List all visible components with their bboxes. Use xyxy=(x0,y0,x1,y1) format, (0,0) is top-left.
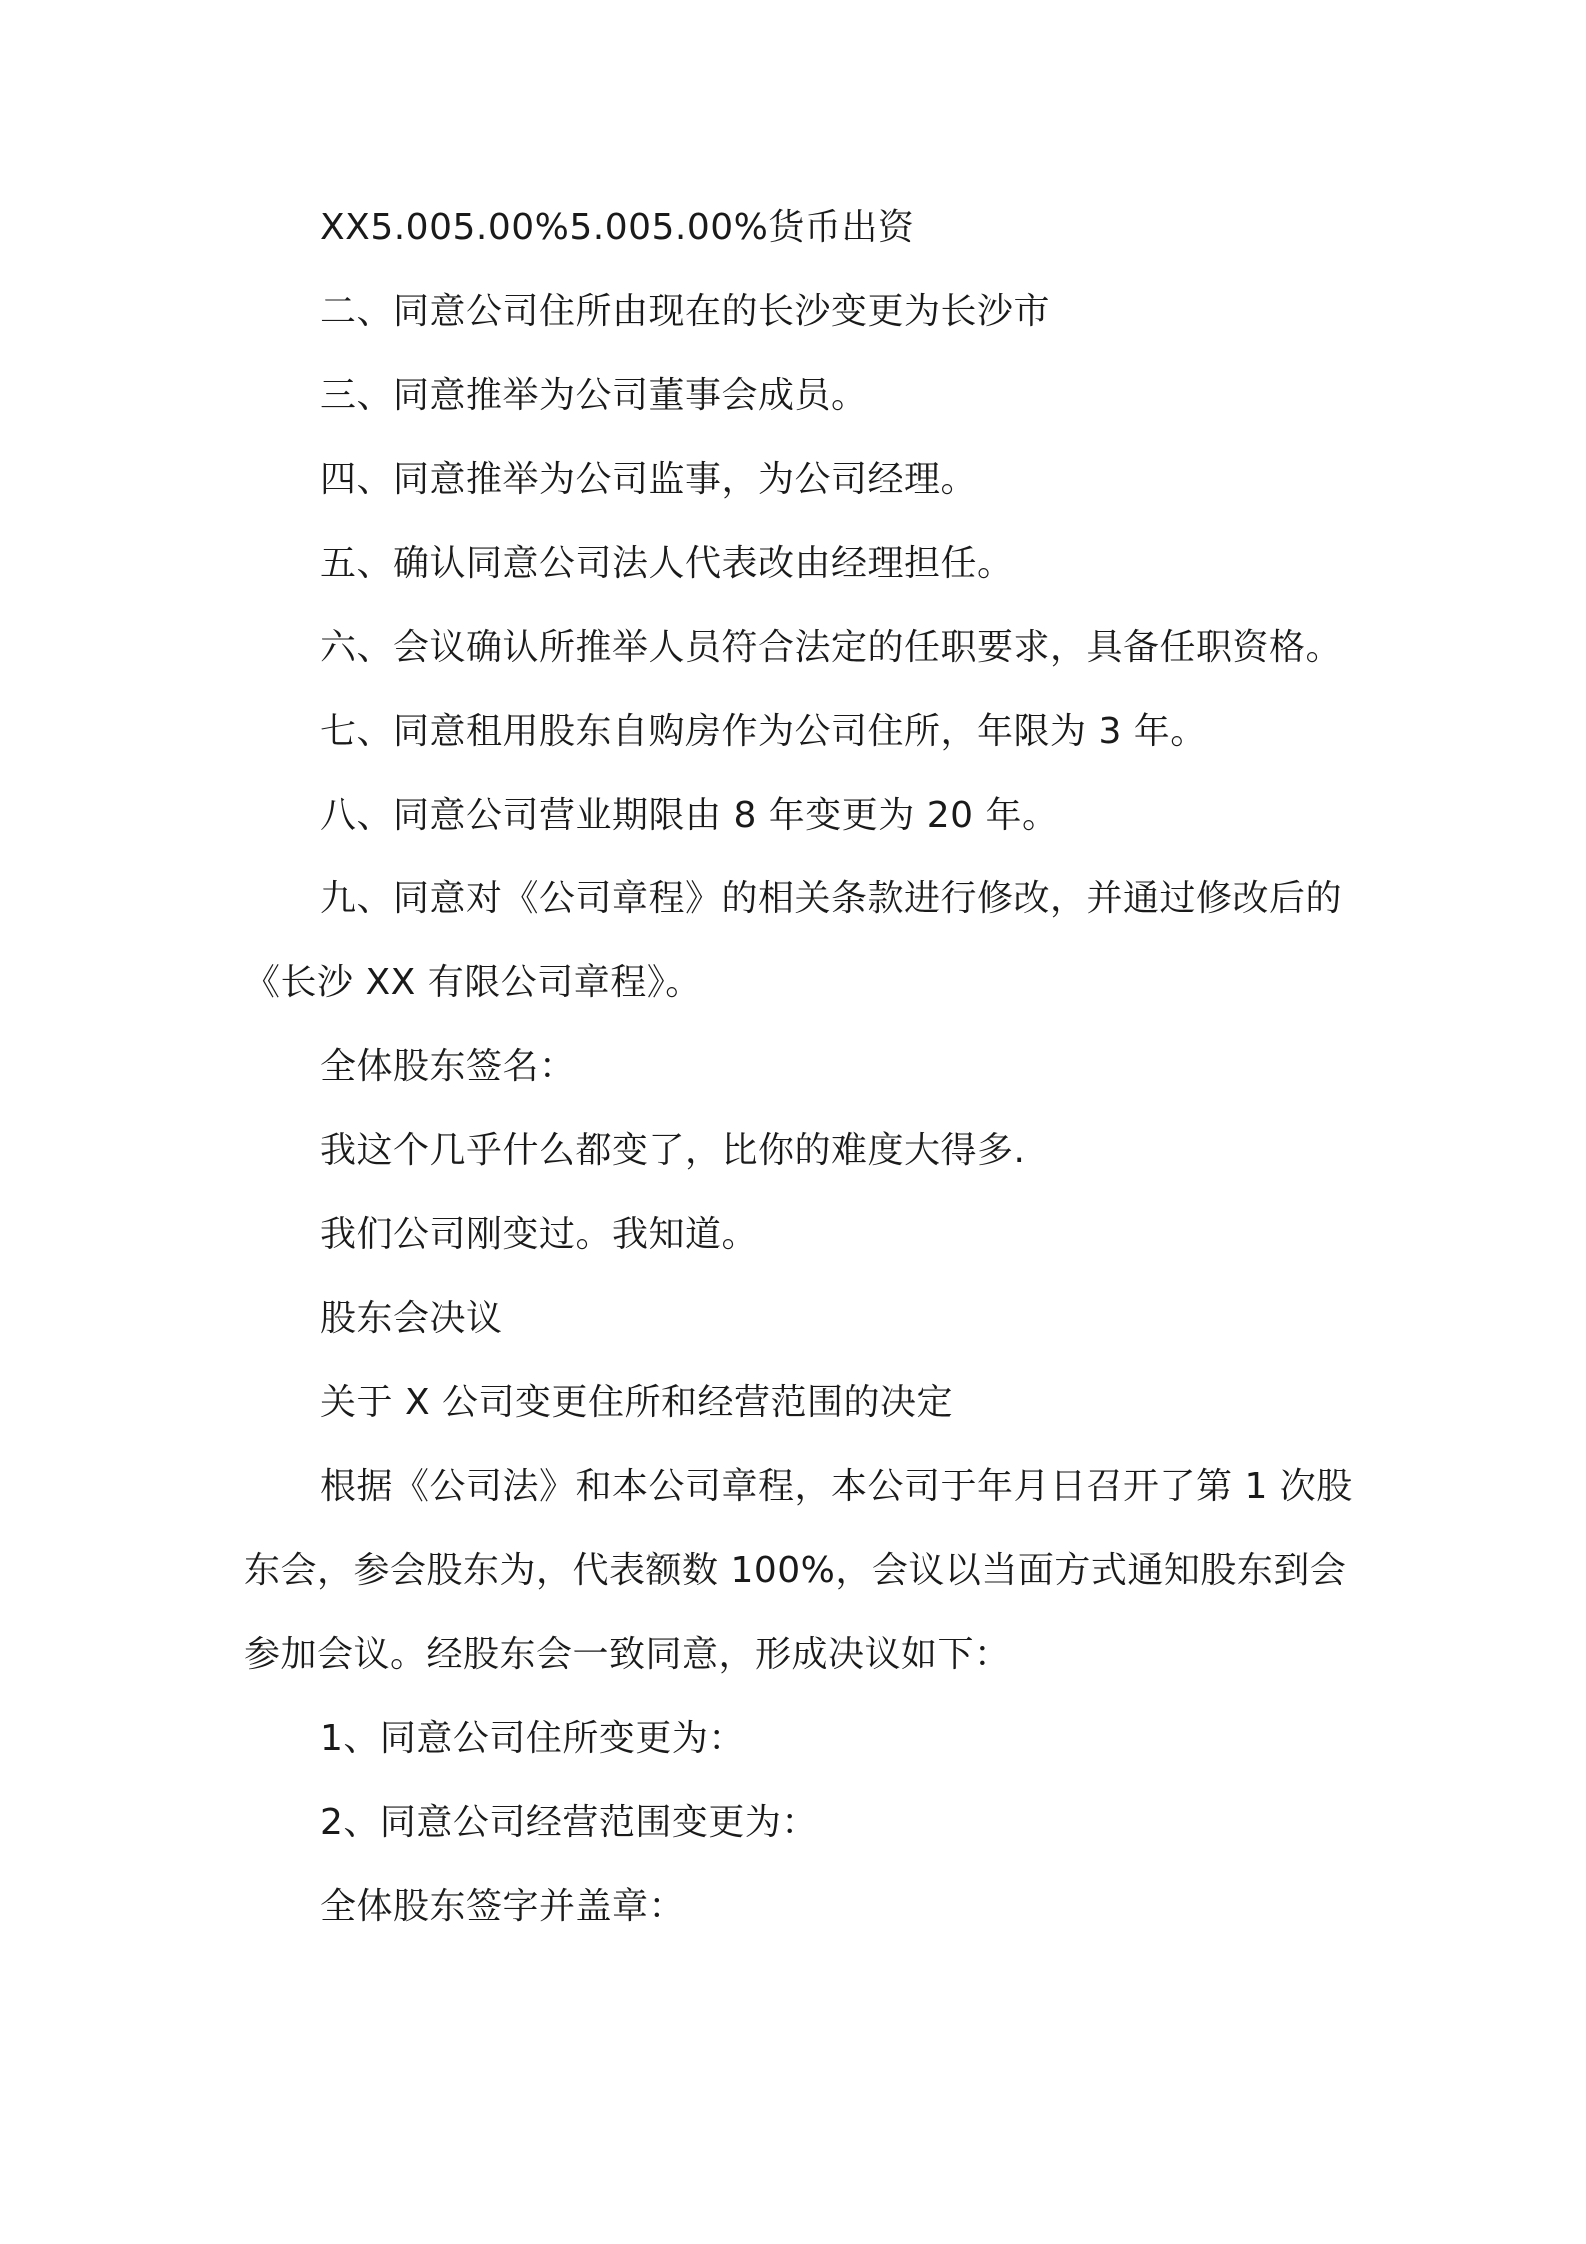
decision-item-2: 2、同意公司经营范围变更为： xyxy=(320,1802,818,1843)
resolution-item-6: 六、会议确认所推举人员符合法定的任职要求，具备任职资格。 xyxy=(320,627,1343,668)
resolution-item-4: 四、同意推举为公司监事，为公司经理。 xyxy=(320,459,978,500)
resolution-item-9-continued: 《长沙 XX 有限公司章程》。 xyxy=(244,962,702,1003)
body-paragraph-line-2: 东会，参会股东为，代表额数 100%，会议以当面方式通知股东到会 xyxy=(244,1550,1347,1591)
resolution-item-3: 三、同意推举为公司董事会成员。 xyxy=(320,375,868,416)
body-paragraph-line-1: 根据《公司法》和本公司章程，本公司于年月日召开了第 1 次股 xyxy=(320,1466,1353,1507)
signature-and-seal-label: 全体股东签字并盖章： xyxy=(320,1886,686,1927)
body-paragraph-line-3: 参加会议。经股东会一致同意，形成决议如下： xyxy=(244,1634,1011,1675)
comment-line-1: 我这个几乎什么都变了，比你的难度大得多. xyxy=(320,1130,1026,1171)
shareholders-signature-label: 全体股东签名： xyxy=(320,1046,576,1087)
comment-line-2: 我们公司刚变过。我知道。 xyxy=(320,1214,759,1255)
decision-item-1: 1、同意公司住所变更为： xyxy=(320,1718,745,1759)
resolution-item-2: 二、同意公司住所由现在的长沙变更为长沙市 xyxy=(320,291,1051,332)
resolution-item-8: 八、同意公司营业期限由 8 年变更为 20 年。 xyxy=(320,795,1059,836)
resolution-item-9: 九、同意对《公司章程》的相关条款进行修改，并通过修改后的 xyxy=(320,878,1343,919)
section-title: 股东会决议 xyxy=(320,1298,503,1339)
resolution-item-5: 五、确认同意公司法人代表改由经理担任。 xyxy=(320,543,1014,584)
section-subtitle: 关于 X 公司变更住所和经营范围的决定 xyxy=(320,1382,954,1423)
capital-contribution-line: XX5.005.00%5.005.00%货币出资 xyxy=(320,207,915,248)
resolution-item-7: 七、同意租用股东自购房作为公司住所，年限为 3 年。 xyxy=(320,711,1207,752)
